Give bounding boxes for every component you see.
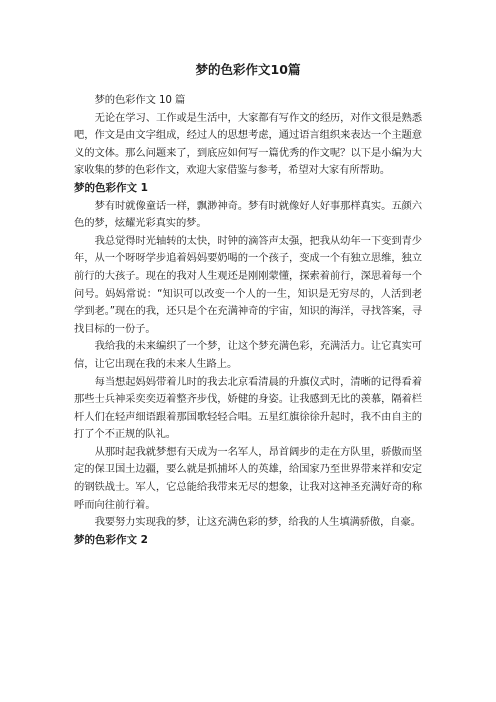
- section-heading-2: 梦的色彩作文 2: [74, 533, 148, 546]
- body-paragraph: 从那时起我就梦想有天成为一名军人，昂首阔步的走在方队里，骄傲而坚定的保卫国土边疆，要么就是抓捕坏人的英雄，给国家乃至世界带来祥和安定的钢铁战士。军人，它总能给我带来无尽的想象，让我对这神圣充满好奇的称呼而向往前行着。: [74, 445, 422, 511]
- body-paragraph: 梦有时就像童话一样，飘渺神奇。梦有时就像好人好事那样真实。五颜六色的梦，炫耀光彩真实的梦。: [74, 199, 422, 230]
- intro-paragraph: 无论在学习、工作或是生活中，大家都有写作文的经历，对作文很是熟悉吧，作文是由文字组成，经过人的思想考虑，通过语言组织来表达一个主题意义的文体。那么问题来了，到底应如何写一篇优秀的作文呢？以下是小编为大家收集的梦的色彩作文，欢迎大家借鉴与参考，希望对大家有所帮助。: [74, 111, 422, 177]
- body-paragraph: 我给我的未来编织了一个梦，让这个梦充满色彩，充满活力。让它真实可信，让它出现在我的未来人生路上。: [74, 340, 422, 370]
- section-heading-1: 梦的色彩作文 1: [74, 181, 148, 194]
- document-title: 梦的色彩作文10篇: [195, 62, 301, 77]
- body-paragraph: 我要努力实现我的梦，让这充满色彩的梦，给我的人生填满骄傲，自豪。: [94, 516, 421, 529]
- body-paragraph: 每当想起妈妈带着儿时的我去北京看清晨的升旗仪式时，清晰的记得看着那些士兵神采奕奕迈着整齐步伐，娇健的身姿。让我感到无比的羡慕，隔着栏杆人们在轻声细语跟着那国歌轻轻合唱。五星红旗徐徐升起时，我不由自主的打了个不正规的队礼。: [74, 375, 422, 441]
- body-paragraph: 我总觉得时光轴转的太快，时钟的滴答声太强，把我从幼年一下变到青少年，从一个呀呀学步追着妈妈要奶喝的一个孩子，变成一个有独立思维，独立前行的大孩子。现在的我对人生观还是刚刚蒙懂，探索着前行，深思着每一个问号。妈妈常说：“知识可以改变一个人的一生，知识是无穷尽的，人活到老学到老。”现在的我，还只是个在充满神奇的宇宙，知识的海洋，寻找答案，寻找目标的一份子。: [74, 234, 422, 335]
- intro-heading: 梦的色彩作文 10 篇: [94, 94, 186, 106]
